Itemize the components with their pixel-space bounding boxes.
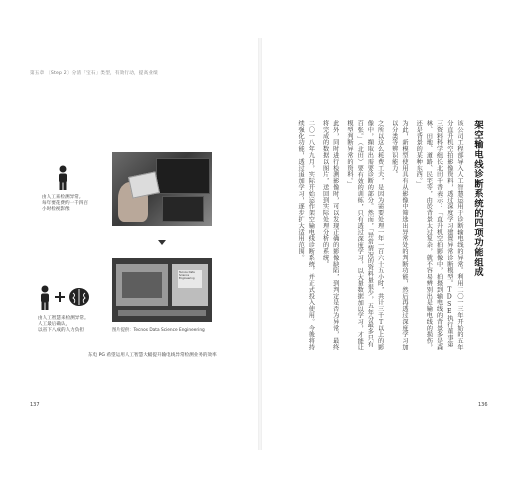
inspection-photo xyxy=(112,152,212,226)
body-text xyxy=(278,120,464,352)
plus-icon xyxy=(55,292,65,302)
left-page xyxy=(20,38,258,450)
ai-analysis-photo xyxy=(112,258,212,322)
photo-credit: 图片提供：Tecnos Data Science Engineering xyxy=(112,328,205,333)
photo-logo: Tecnos Data Science Engineering xyxy=(178,270,202,288)
figure-label-top: 由人工来检测异常。 每年要花费约一千四百 小时检视影像 xyxy=(42,195,88,212)
paragraph: 为此，新模型使用具有从影像中筛选出异常处的判断功能，然后再透过深度学习加以分类等辨识能力。 xyxy=(390,120,408,351)
person-icon xyxy=(56,165,70,191)
brain-icon xyxy=(68,287,90,307)
paragraph: 此外，同时进行检测影像时，可以发现正确的影像缺陷，到判定是否为异常，最终将完成的数据以图片，送回到实际处理分析的系统。 xyxy=(321,120,339,351)
section-title: 架空输电线诊断系统的四项功能组成 xyxy=(472,120,483,277)
figure-label-bottom: 由人工智慧来检测异常。 人工最后确认， 以省下八成的人力负担 xyxy=(38,316,89,333)
person-icon-2 xyxy=(38,285,52,311)
paragraph: 该公司工程部导入人工智慧运用于诊断输电线的异常。利用二〇一三年开始的五年分直升机空拍影像资料，透过深度学习建置异常诊断模型。TDSE执行董事第三资料科学组长北田千香表示：「直升机空拍影像中，拍摄到输电线的背景多是森林、田地、道路、民宅等，由於背景太过复杂，就不容易辨别出是输电线的损伤，还是背景的某种东西。」 xyxy=(415,120,463,351)
figure-caption: 东电 PG 希望运用人工智慧大幅提升输电线异常检测业务的效率 xyxy=(88,353,217,358)
paragraph: 之所以这么耗费工夫，是因为需要处理一年一百六十五小时，共计三千Ｔ以上的影像中，擷取出需要诊断的部分。然而，「异常情况的资料量很少，五年分最多只有百张。」（北田）要有效的训练，只有透过深度学习，以大量数据加以学习，才能让模型判断异常的资料。」 xyxy=(345,120,384,351)
page-number-left: 137 xyxy=(30,402,40,408)
running-head: 第五章 〔Step 2〕分清「宝石」类型，有效行动，提高业绩 xyxy=(30,71,158,76)
paragraph: 二〇一八年九月，实际开始运作架空输电线诊断系统，并正式投入使用。今後将持续强化功能，透过追加学习，逐步扩大适用范围。 xyxy=(297,120,315,351)
page-number-right: 136 xyxy=(478,402,488,408)
arrow-down-icon xyxy=(158,240,166,245)
